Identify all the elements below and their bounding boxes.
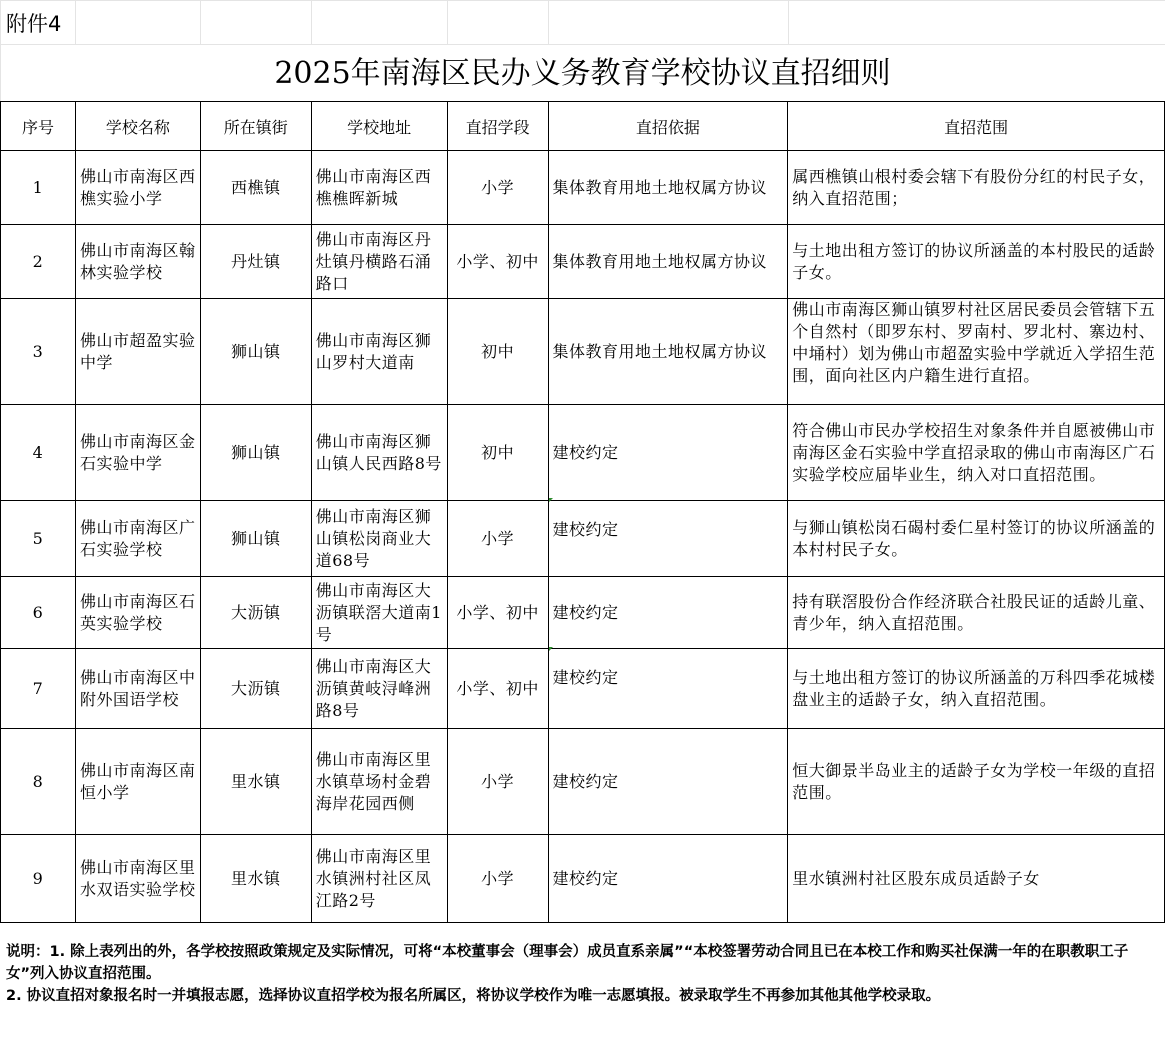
attachment-label: 附件4 <box>6 12 62 36</box>
cell-school-name: 佛山市超盈实验中学 <box>75 299 200 405</box>
header-stage: 直招学段 <box>447 102 548 151</box>
cell-no: 4 <box>1 405 76 501</box>
table-row <box>1 729 1165 835</box>
notes <box>0 941 1165 1007</box>
cell-school-name: 佛山市南海区广石实验学校 <box>75 501 200 577</box>
cell-scope: 恒大御景半岛业主的适龄子女为学校一年级的直招范围。 <box>788 729 1165 835</box>
comment-marker <box>549 498 553 502</box>
cell-town: 里水镇 <box>200 835 311 923</box>
cell-basis: 建校约定 <box>548 405 788 501</box>
cell-address: 佛山市南海区里水镇洲村社区凤江路2号 <box>311 835 447 923</box>
cell-stage: 小学、初中 <box>447 225 548 299</box>
cell-scope: 与土地出租方签订的协议所涵盖的万科四季花城楼盘业主的适龄子女，纳入直招范围。 <box>788 649 1165 729</box>
cell-basis: 建校约定 <box>548 729 788 835</box>
cell-no: 1 <box>1 151 76 225</box>
cell-basis: 集体教育用地土地权属方协议 <box>548 225 788 299</box>
cell-basis: 建校约定 <box>548 649 788 729</box>
cell-school-name: 佛山市南海区里水双语实验学校 <box>75 835 200 923</box>
cell-no: 9 <box>1 835 76 923</box>
cell-no: 5 <box>1 501 76 577</box>
cell-school-name: 佛山市南海区中附外国语学校 <box>75 649 200 729</box>
cell-basis: 建校约定 <box>548 835 788 923</box>
policy-table <box>0 101 1165 923</box>
cell-scope: 里水镇洲村社区股东成员适龄子女 <box>788 835 1165 923</box>
page-title: 2025年南海区民办义务教育学校协议直招细则 <box>274 56 891 91</box>
cell-stage: 小学、初中 <box>447 577 548 649</box>
gridline <box>311 0 312 44</box>
header-no: 序号 <box>1 102 76 151</box>
table-row <box>1 225 1165 299</box>
table-row <box>1 151 1165 225</box>
cell-town: 狮山镇 <box>200 299 311 405</box>
table-row <box>1 649 1165 729</box>
header-scope: 直招范围 <box>788 102 1165 151</box>
cell-basis: 集体教育用地土地权属方协议 <box>548 151 788 225</box>
cell-address: 佛山市南海区狮山镇人民西路8号 <box>311 405 447 501</box>
cell-town: 狮山镇 <box>200 501 311 577</box>
gridline <box>75 0 76 44</box>
cell-basis: 集体教育用地土地权属方协议 <box>548 299 788 405</box>
cell-school-name: 佛山市南海区金石实验中学 <box>75 405 200 501</box>
cell-address: 佛山市南海区大沥镇黄岐浔峰洲路8号 <box>311 649 447 729</box>
cell-scope: 符合佛山市民办学校招生对象条件并自愿被佛山市南海区金石实验中学直招录取的佛山市南海区广石实验学校应届毕业生，纳入对口直招范围。 <box>788 405 1165 501</box>
cell-stage: 初中 <box>447 299 548 405</box>
cell-address: 佛山市南海区大沥镇联滘大道南1号 <box>311 577 447 649</box>
cell-town: 大沥镇 <box>200 577 311 649</box>
note-2: 2. 协议直招对象报名时一并填报志愿，选择协议直招学校为报名所属区，将协议学校作为唯一志愿填报。被录取学生不再参加其他其他学校录取。 <box>6 988 941 1004</box>
cell-stage: 小学 <box>447 501 548 577</box>
cell-town: 西樵镇 <box>200 151 311 225</box>
header-school-name: 学校名称 <box>75 102 200 151</box>
table-row <box>1 501 1165 577</box>
cell-stage: 小学 <box>447 835 548 923</box>
gridline <box>788 0 789 44</box>
gridline <box>548 0 549 44</box>
cell-address: 佛山市南海区狮山罗村大道南 <box>311 299 447 405</box>
cell-address: 佛山市南海区狮山镇松岗商业大道68号 <box>311 501 447 577</box>
cell-scope: 属西樵镇山根村委会辖下有股份分红的村民子女，纳入直招范围； <box>788 151 1165 225</box>
cell-scope: 持有联滘股份合作经济联合社股民证的适龄儿童、青少年，纳入直招范围。 <box>788 577 1165 649</box>
cell-school-name: 佛山市南海区南恒小学 <box>75 729 200 835</box>
header-basis: 直招依据 <box>548 102 788 151</box>
table-row <box>1 299 1165 405</box>
header-town: 所在镇街 <box>200 102 311 151</box>
gridline <box>447 0 448 44</box>
cell-town: 丹灶镇 <box>200 225 311 299</box>
comment-marker <box>549 647 553 651</box>
header-address: 学校地址 <box>311 102 447 151</box>
cell-no: 7 <box>1 649 76 729</box>
note-1: 说明：1. 除上表列出的外，各学校按照政策规定及实际情况，可将“本校董事会（理事会）成员直系亲属”“本校签署劳动合同且已在本校工作和购买社保满一年的在职教职工子女”列入协议直招范围。 <box>6 944 1129 982</box>
table-row <box>1 405 1165 501</box>
gridline <box>200 0 201 44</box>
table-row <box>1 577 1165 649</box>
cell-scope: 佛山市南海区狮山镇罗村社区居民委员会管辖下五个自然村（即罗东村、罗南村、罗北村、寨边村、中埇村）划为佛山市超盈实验中学就近入学招生范围，面向社区内户籍生进行直招。 <box>792 300 1156 385</box>
cell-address: 佛山市南海区西樵樵晖新城 <box>311 151 447 225</box>
cell-school-name: 佛山市南海区西樵实验小学 <box>75 151 200 225</box>
cell-stage: 小学、初中 <box>447 649 548 729</box>
cell-address: 佛山市南海区丹灶镇丹横路石涌路口 <box>311 225 447 299</box>
cell-scope: 与土地出租方签订的协议所涵盖的本村股民的适龄子女。 <box>788 225 1165 299</box>
cell-no: 2 <box>1 225 76 299</box>
cell-no: 8 <box>1 729 76 835</box>
cell-basis: 建校约定 <box>548 501 788 577</box>
cell-school-name: 佛山市南海区翰林实验学校 <box>75 225 200 299</box>
gridline <box>0 44 1165 45</box>
cell-address: 佛山市南海区里水镇草场村金碧海岸花园西侧 <box>311 729 447 835</box>
gridline <box>0 0 1165 1</box>
cell-stage: 小学 <box>447 151 548 225</box>
cell-no: 3 <box>1 299 76 405</box>
cell-town: 大沥镇 <box>200 649 311 729</box>
table-row <box>1 835 1165 923</box>
cell-basis: 建校约定 <box>548 577 788 649</box>
cell-scope: 与狮山镇松岗石碣村委仁星村签订的协议所涵盖的本村村民子女。 <box>788 501 1165 577</box>
cell-town: 狮山镇 <box>200 405 311 501</box>
table-header-row <box>1 102 1165 151</box>
cell-stage: 初中 <box>447 405 548 501</box>
cell-no: 6 <box>1 577 76 649</box>
cell-town: 里水镇 <box>200 729 311 835</box>
cell-school-name: 佛山市南海区石英实验学校 <box>75 577 200 649</box>
cell-stage: 小学 <box>447 729 548 835</box>
